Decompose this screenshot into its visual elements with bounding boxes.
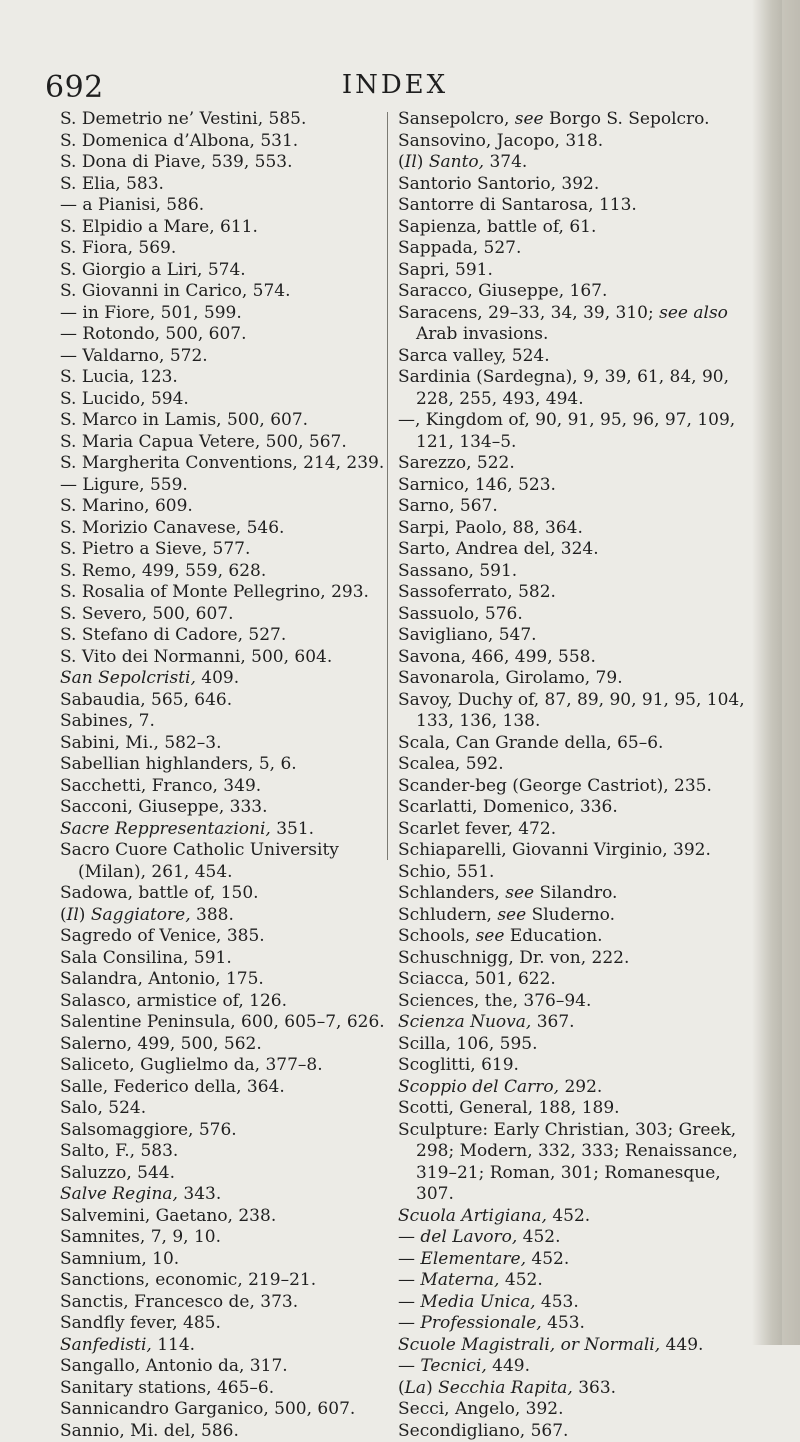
index-entry	[398, 1098, 756, 1120]
index-entry	[398, 625, 756, 647]
index-entry	[60, 260, 410, 282]
index-entry	[60, 1012, 410, 1034]
index-entry	[398, 819, 756, 841]
entry-italic: Sacre Reppresentazioni,	[60, 819, 271, 839]
index-entry	[398, 1120, 756, 1206]
entry-italic: Scuole Magistrali, or Normali,	[398, 1335, 660, 1355]
entry-prefix: Schludern,	[398, 905, 497, 925]
entry-text: Sansovino, Jacopo, 318.	[398, 131, 603, 151]
index-entry	[398, 346, 756, 368]
entry-text: S. Pietro a Sieve, 577.	[60, 539, 250, 559]
entry-text: Sabines, 7.	[60, 711, 155, 731]
entry-italic: Saggiatore,	[91, 905, 191, 925]
entry-text: Sagredo of Venice, 385.	[60, 926, 265, 946]
entry-rest: 292.	[559, 1077, 602, 1097]
index-entry	[398, 1292, 756, 1314]
entry-text: S. Elpidio a Mare, 611.	[60, 217, 258, 237]
entry-rest: 449.	[660, 1335, 703, 1355]
entry-paren: (	[398, 1378, 405, 1398]
index-entry	[60, 152, 410, 174]
entry-prefix: Sansepolcro,	[398, 109, 515, 129]
index-entry	[60, 991, 410, 1013]
entry-prefix: Schlanders,	[398, 883, 505, 903]
entry-italic: Scoppio del Carro,	[398, 1077, 559, 1097]
index-entry	[60, 518, 410, 540]
entry-text: S. Vito dei Normanni, 500, 604.	[60, 647, 332, 667]
entry-italic: Il	[67, 905, 79, 925]
entry-text: S. Stefano di Cadore, 527.	[60, 625, 286, 645]
entry-text: Sassuolo, 576.	[398, 604, 523, 624]
entry-text: Savonarola, Girolamo, 79.	[398, 668, 623, 688]
index-entry	[60, 969, 410, 991]
index-entry	[398, 862, 756, 884]
entry-text: S. Marino, 609.	[60, 496, 193, 516]
entry-rest: 351.	[271, 819, 314, 839]
index-entry	[398, 260, 756, 282]
entry-prefix: —	[398, 1292, 420, 1312]
entry-italic: Sanfedisti,	[60, 1335, 152, 1355]
index-entry	[60, 733, 410, 755]
entry-rest: 374.	[484, 152, 527, 172]
index-entry	[398, 174, 756, 196]
index-entry	[398, 754, 756, 776]
entry-text: Samnium, 10.	[60, 1249, 179, 1269]
entry-italic: Tecnici,	[420, 1356, 486, 1376]
entry-text: Sanitary stations, 465–6.	[60, 1378, 274, 1398]
entry-italic: del Lavoro,	[420, 1227, 517, 1247]
index-entry	[398, 152, 756, 174]
entry-text: Scarlet fever, 472.	[398, 819, 556, 839]
index-entry	[398, 797, 756, 819]
entry-text: S. Rosalia of Monte Pellegrino, 293.	[60, 582, 369, 602]
entry-text: S. Margherita Conventions, 214, 239.	[60, 453, 384, 473]
entry-text: Savona, 466, 499, 558.	[398, 647, 596, 667]
index-entry	[60, 1077, 410, 1099]
entry-text: — a Pianisi, 586.	[60, 195, 204, 215]
index-entry	[398, 1249, 756, 1271]
index-entry	[60, 1249, 410, 1271]
entry-text: S. Elia, 583.	[60, 174, 164, 194]
index-entry	[60, 217, 410, 239]
index-entry	[398, 1313, 756, 1335]
index-entry	[60, 1335, 410, 1357]
index-entry	[60, 711, 410, 733]
entry-text: Sannicandro Garganico, 500, 607.	[60, 1399, 355, 1419]
entry-text: Sarnico, 146, 523.	[398, 475, 556, 495]
entry-text: Samnites, 7, 9, 10.	[60, 1227, 221, 1247]
entry-rest: )	[426, 1378, 438, 1398]
index-entry	[60, 776, 410, 798]
entry-italic: Scienza Nuova,	[398, 1012, 531, 1032]
entry-rest: 367.	[531, 1012, 574, 1032]
index-entry	[398, 1378, 756, 1400]
entry-prefix: Saracens, 29–33, 34, 39, 310;	[398, 303, 659, 323]
entry-text: Sacchetti, Franco, 349.	[60, 776, 261, 796]
column-divider	[387, 112, 388, 860]
index-entry	[398, 238, 756, 260]
entry-text: Sandfly fever, 485.	[60, 1313, 221, 1333]
entry-text: Scala, Can Grande della, 65–6.	[398, 733, 663, 753]
entry-italic: Secchia Rapita,	[438, 1378, 573, 1398]
entry-text: Sardinia (Sardegna), 9, 39, 61, 84, 90, 228, 255, 493, 494.	[398, 367, 729, 409]
index-entry	[60, 475, 410, 497]
index-entry	[60, 1313, 410, 1335]
index-entry	[398, 883, 756, 905]
entry-text: Sabellian highlanders, 5, 6.	[60, 754, 297, 774]
entry-text: Sapri, 591.	[398, 260, 493, 280]
entry-text: Sacro Cuore Catholic University (Milan), 261, 454.	[60, 840, 339, 882]
index-entry	[60, 668, 410, 690]
index-entry	[60, 453, 410, 475]
entry-italic: Professionale,	[420, 1313, 541, 1333]
entry-text: Sciences, the, 376–94.	[398, 991, 591, 1011]
entry-italic: Il	[405, 152, 417, 172]
left-index-column	[60, 109, 410, 1442]
index-entry	[398, 367, 756, 410]
index-entry	[398, 969, 756, 991]
index-entry	[60, 905, 410, 927]
entry-text: S. Maria Capua Vetere, 500, 567.	[60, 432, 347, 452]
entry-text: — Valdarno, 572.	[60, 346, 208, 366]
index-entry	[398, 1356, 756, 1378]
entry-text: Salasco, armistice of, 126.	[60, 991, 287, 1011]
index-entry	[398, 410, 756, 453]
page-header	[45, 70, 745, 106]
entry-text: — Ligure, 559.	[60, 475, 188, 495]
index-entry	[60, 346, 410, 368]
entry-text: Sanctions, economic, 219–21.	[60, 1270, 316, 1290]
index-entry	[398, 1034, 756, 1056]
entry-text: Savoy, Duchy of, 87, 89, 90, 91, 95, 104, 133, 136, 138.	[398, 690, 745, 732]
page-number: 692	[45, 70, 104, 105]
entry-text: —, Kingdom of, 90, 91, 95, 96, 97, 109, 121, 134–5.	[398, 410, 735, 452]
index-entry	[398, 604, 756, 626]
entry-text: Salandra, Antonio, 175.	[60, 969, 264, 989]
entry-text: Sassano, 591.	[398, 561, 517, 581]
entry-text: Schuschnigg, Dr. von, 222.	[398, 948, 629, 968]
entry-rest: )	[417, 152, 429, 172]
entry-text: Sarto, Andrea del, 324.	[398, 539, 599, 559]
entry-text: Sassoferrato, 582.	[398, 582, 556, 602]
entry-text: Scalea, 592.	[398, 754, 504, 774]
index-entry	[60, 432, 410, 454]
entry-text: Secci, Angelo, 392.	[398, 1399, 564, 1419]
index-entry	[398, 926, 756, 948]
entry-text: S. Giovanni in Carico, 574.	[60, 281, 291, 301]
entry-rest: Sluderno.	[526, 905, 615, 925]
index-entry	[60, 604, 410, 626]
right-index-column	[398, 109, 756, 1442]
index-entry	[398, 1421, 756, 1442]
index-entry	[398, 281, 756, 303]
entry-rest: 449.	[487, 1356, 530, 1376]
entry-text: S. Giorgio a Liri, 574.	[60, 260, 246, 280]
entry-rest: 452.	[526, 1249, 569, 1269]
index-entry	[60, 1421, 410, 1442]
entry-text: S. Severo, 500, 607.	[60, 604, 234, 624]
index-entry	[60, 195, 410, 217]
entry-text: Salerno, 499, 500, 562.	[60, 1034, 262, 1054]
entry-text: Santorio Santorio, 392.	[398, 174, 599, 194]
entry-prefix: —	[398, 1356, 420, 1376]
entry-text: Scotti, General, 188, 189.	[398, 1098, 620, 1118]
index-entry	[60, 1227, 410, 1249]
entry-rest: 388.	[191, 905, 234, 925]
index-entry	[60, 926, 410, 948]
entry-rest: Borgo S. Sepolcro.	[544, 109, 710, 129]
index-entry	[398, 518, 756, 540]
index-entry	[60, 840, 410, 883]
index-entry	[398, 1055, 756, 1077]
entry-italic: see	[476, 926, 505, 946]
entry-text: Scander-beg (George Castriot), 235.	[398, 776, 712, 796]
entry-text: Scoglitti, 619.	[398, 1055, 519, 1075]
entry-text: Sala Consilina, 591.	[60, 948, 232, 968]
entry-rest: 452.	[547, 1206, 590, 1226]
entry-text: Sciacca, 501, 622.	[398, 969, 556, 989]
index-entry	[60, 1034, 410, 1056]
index-entry	[398, 561, 756, 583]
index-entry	[60, 1356, 410, 1378]
entry-paren: (	[398, 152, 405, 172]
index-entry	[398, 1227, 756, 1249]
entry-rest: 452.	[517, 1227, 560, 1247]
running-title: INDEX	[45, 70, 745, 100]
index-entry	[60, 1141, 410, 1163]
entry-rest: 452.	[499, 1270, 542, 1290]
index-entry	[60, 238, 410, 260]
entry-text: Salle, Federico della, 364.	[60, 1077, 285, 1097]
entry-text: Sabaudia, 565, 646.	[60, 690, 232, 710]
index-entry	[60, 625, 410, 647]
entry-rest: Silandro.	[534, 883, 617, 903]
entry-text: Saluzzo, 544.	[60, 1163, 175, 1183]
index-entry	[398, 303, 756, 346]
entry-text: — Rotondo, 500, 607.	[60, 324, 247, 344]
index-entry	[398, 453, 756, 475]
index-entry	[60, 561, 410, 583]
index-entry	[60, 1055, 410, 1077]
entry-text: Salentine Peninsula, 600, 605–7, 626.	[60, 1012, 385, 1032]
entry-text: S. Lucia, 123.	[60, 367, 178, 387]
index-entry	[60, 109, 410, 131]
index-entry	[60, 174, 410, 196]
entry-text: Sarno, 567.	[398, 496, 498, 516]
entry-text: Sanctis, Francesco de, 373.	[60, 1292, 298, 1312]
entry-italic: see	[497, 905, 526, 925]
entry-italic: Media Unica,	[420, 1292, 535, 1312]
index-entry	[60, 131, 410, 153]
entry-italic: Salve Regina,	[60, 1184, 178, 1204]
entry-prefix: Schools,	[398, 926, 476, 946]
entry-prefix: —	[398, 1227, 420, 1247]
entry-text: Salo, 524.	[60, 1098, 146, 1118]
index-entry	[398, 1206, 756, 1228]
index-entry	[60, 1184, 410, 1206]
index-entry	[398, 776, 756, 798]
index-entry	[398, 840, 756, 862]
entry-text: Santorre di Santarosa, 113.	[398, 195, 637, 215]
entry-rest: 453.	[542, 1313, 585, 1333]
page-edge-paper	[782, 0, 800, 1345]
index-entry	[398, 217, 756, 239]
entry-text: S. Domenica d’Albona, 531.	[60, 131, 298, 151]
index-entry	[398, 668, 756, 690]
index-entry	[398, 475, 756, 497]
index-entry	[398, 948, 756, 970]
index-entry	[60, 1270, 410, 1292]
index-entry	[60, 1098, 410, 1120]
index-entry	[60, 1163, 410, 1185]
entry-text: Schio, 551.	[398, 862, 494, 882]
entry-rest: 453.	[536, 1292, 579, 1312]
entry-italic: see	[505, 883, 534, 903]
index-entry	[398, 1012, 756, 1034]
index-entry	[398, 539, 756, 561]
index-entry	[60, 1399, 410, 1421]
entry-italic: La	[405, 1378, 426, 1398]
index-entry	[60, 582, 410, 604]
entry-text: Sabini, Mi., 582–3.	[60, 733, 222, 753]
entry-rest: 409.	[196, 668, 239, 688]
index-entry	[398, 991, 756, 1013]
index-entry	[60, 754, 410, 776]
index-entry	[398, 195, 756, 217]
index-entry	[60, 819, 410, 841]
index-entry	[398, 1270, 756, 1292]
index-entry	[60, 410, 410, 432]
entry-prefix: —	[398, 1249, 420, 1269]
entry-rest: 114.	[152, 1335, 195, 1355]
entry-text: — in Fiore, 501, 599.	[60, 303, 242, 323]
entry-italic: Elementare,	[420, 1249, 526, 1269]
index-entry	[60, 1292, 410, 1314]
entry-rest: )	[79, 905, 91, 925]
entry-text: Salsomaggiore, 576.	[60, 1120, 237, 1140]
entry-text: Sannio, Mi. del, 586.	[60, 1421, 239, 1441]
index-entry	[60, 389, 410, 411]
index-entry	[60, 281, 410, 303]
entry-prefix: —	[398, 1270, 420, 1290]
entry-text: S. Morizio Canavese, 546.	[60, 518, 284, 538]
entry-text: S. Fiora, 569.	[60, 238, 176, 258]
index-entry	[398, 905, 756, 927]
entry-text: Saracco, Giuseppe, 167.	[398, 281, 607, 301]
entry-text: Sacconi, Giuseppe, 333.	[60, 797, 268, 817]
index-entry	[398, 733, 756, 755]
index-entry	[60, 303, 410, 325]
index-entry	[398, 1335, 756, 1357]
index-entry	[398, 131, 756, 153]
entry-text: Savigliano, 547.	[398, 625, 537, 645]
entry-prefix: —	[398, 1313, 420, 1333]
entry-text: S. Demetrio ne’ Vestini, 585.	[60, 109, 306, 129]
entry-text: Sangallo, Antonio da, 317.	[60, 1356, 288, 1376]
index-entry	[60, 1378, 410, 1400]
entry-text: S. Dona di Piave, 539, 553.	[60, 152, 293, 172]
entry-text: S. Marco in Lamis, 500, 607.	[60, 410, 308, 430]
index-entry	[60, 324, 410, 346]
entry-italic: Santo,	[429, 152, 484, 172]
entry-text: Sarezzo, 522.	[398, 453, 515, 473]
index-entry	[398, 690, 756, 733]
entry-text: Sappada, 527.	[398, 238, 521, 258]
entry-text: Sadowa, battle of, 150.	[60, 883, 259, 903]
entry-rest: Education.	[504, 926, 602, 946]
entry-rest: 363.	[573, 1378, 616, 1398]
index-entry	[60, 1120, 410, 1142]
index-entry	[398, 109, 756, 131]
entry-text: Scarlatti, Domenico, 336.	[398, 797, 618, 817]
index-entry	[398, 647, 756, 669]
index-entry	[60, 496, 410, 518]
entry-italic: San Sepolcristi,	[60, 668, 196, 688]
entry-italic: see also	[659, 303, 728, 323]
index-entry	[398, 496, 756, 518]
index-entry	[60, 539, 410, 561]
entry-rest: 343.	[178, 1184, 221, 1204]
entry-text: S. Lucido, 594.	[60, 389, 189, 409]
index-entry	[60, 647, 410, 669]
index-entry	[60, 948, 410, 970]
entry-text: Sculpture: Early Christian, 303; Greek, 298; Modern, 332, 333; Renaissance, 319–21; Roman, 301; Romanesque, 307.	[398, 1120, 738, 1205]
entry-text: Salvemini, Gaetano, 238.	[60, 1206, 276, 1226]
index-entry	[398, 1399, 756, 1421]
entry-italic: Scuola Artigiana,	[398, 1206, 547, 1226]
entry-text: Secondigliano, 567.	[398, 1421, 568, 1441]
index-entry	[60, 797, 410, 819]
entry-paren: (	[60, 905, 67, 925]
entry-text: Sarca valley, 524.	[398, 346, 550, 366]
entry-text: Sapienza, battle of, 61.	[398, 217, 596, 237]
index-entry	[398, 1077, 756, 1099]
entry-italic: Materna,	[420, 1270, 499, 1290]
index-entry	[398, 582, 756, 604]
index-entry	[60, 883, 410, 905]
entry-text: Sarpi, Paolo, 88, 364.	[398, 518, 583, 538]
entry-rest: Arab invasions.	[416, 324, 548, 344]
entry-text: Saliceto, Guglielmo da, 377–8.	[60, 1055, 323, 1075]
entry-text: Scilla, 106, 595.	[398, 1034, 538, 1054]
entry-italic: see	[515, 109, 544, 129]
index-entry	[60, 1206, 410, 1228]
entry-text: S. Remo, 499, 559, 628.	[60, 561, 266, 581]
entry-text: Schiaparelli, Giovanni Virginio, 392.	[398, 840, 711, 860]
index-entry	[60, 690, 410, 712]
entry-text: Salto, F., 583.	[60, 1141, 178, 1161]
index-entry	[60, 367, 410, 389]
